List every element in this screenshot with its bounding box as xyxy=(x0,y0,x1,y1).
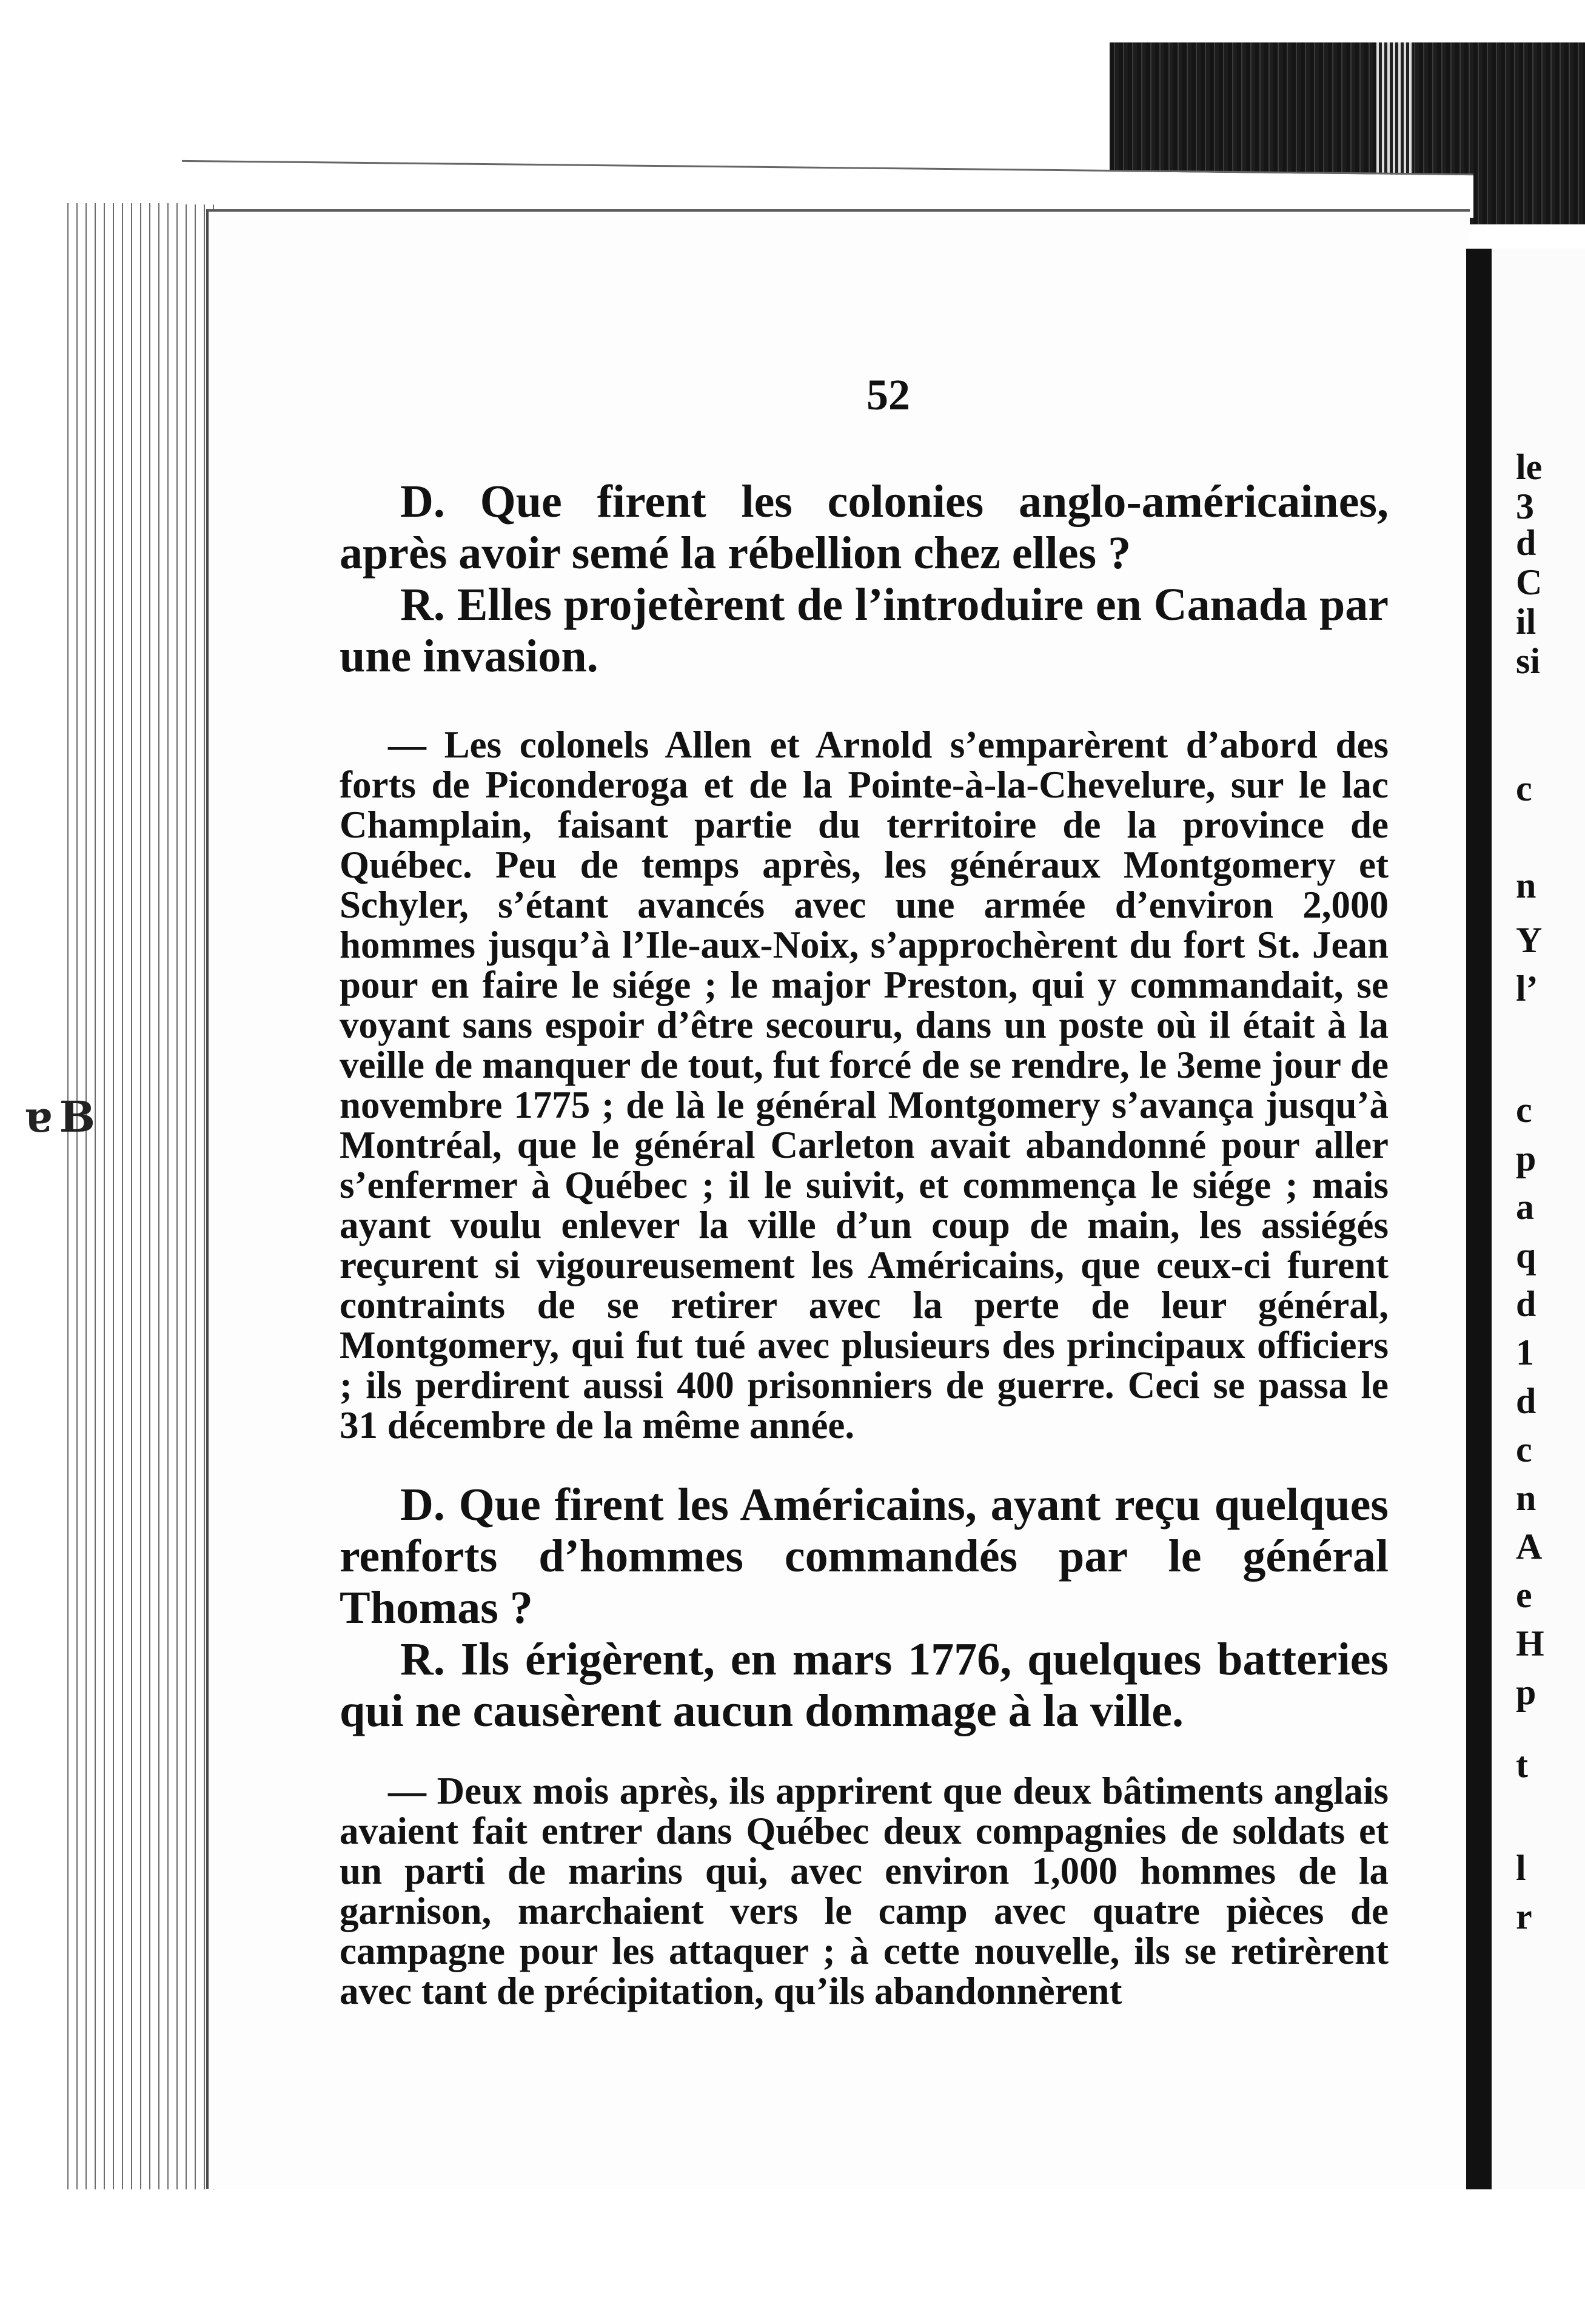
facing-page-fragment: il xyxy=(1516,602,1536,642)
facing-page-fragment: a xyxy=(1516,1187,1534,1227)
facing-page-fragment: A xyxy=(1516,1526,1543,1567)
facing-page-fragment: c xyxy=(1516,1090,1532,1130)
facing-page-fragment: C xyxy=(1516,562,1543,602)
page-text-body xyxy=(340,476,1389,2011)
facing-page-edge xyxy=(1492,249,1585,2189)
facing-page-fragment: q xyxy=(1516,1235,1536,1275)
facing-page-fragment: 3 xyxy=(1516,486,1534,526)
answer-paragraph: R. Elles projetèrent de l’introduire en Canada par une invasion. xyxy=(340,579,1389,682)
left-margin-marks: ɐ B xyxy=(24,1092,92,1142)
facing-page-fragment: p xyxy=(1516,1672,1536,1712)
facing-page-fragment: e xyxy=(1516,1575,1532,1615)
page-edge-stack xyxy=(64,203,221,2189)
facing-page-fragment: n xyxy=(1516,1478,1536,1518)
facing-page-fragment: n xyxy=(1516,865,1536,905)
facing-page-fragment: r xyxy=(1516,1896,1532,1936)
facing-page-fragment: d xyxy=(1516,1381,1536,1421)
question-paragraph: D. Que firent les colonies anglo-américaines, après avoir semé la rébellion chez elles ? xyxy=(340,476,1389,579)
narrative-paragraph: — Les colonels Allen et Arnold s’emparèrent d’abord des forts de Piconderoga et de la Pointe-à-la-Chevelure, sur le lac Champlain, faisant partie du territoire de la province de Québec. Peu de temps après, les généraux Montgomery et Schyler, s’étant avancés avec une armée d’environ 2,000 hommes jusqu’à l’Ile-aux-Noix, s’approchèrent du fort St. Jean pour en faire le siége ; le major Preston, qui y commandait, se voyant sans espoir d’être secouru, dans un poste où il était à la veille de manquer de tout, fut forcé de se rendre, le 3eme jour de novembre 1775 ; de là le général Montgomery s’avança jusqu’à Montréal, que le général Carleton avait abandonné pour aller s’enfermer à Québec ; il le suivit, et commença le siége ; mais ayant voulu enlever la ville d’un coup de main, les assiégés reçurent si vigoureusement les Américains, que ceux-ci furent contraints de se retirer avec la perte de leur général, Montgomery, qui fut tué avec plusieurs des principaux officiers ; ils perdirent aussi 400 prisonniers de guerre. Ceci se passa le 31 décembre de la même année. xyxy=(340,724,1389,1446)
facing-page-fragment: c xyxy=(1516,1429,1532,1469)
facing-page-fragment: H xyxy=(1516,1624,1544,1664)
page-number: 52 xyxy=(866,371,910,419)
facing-page-fragment: l xyxy=(1516,1848,1526,1888)
facing-page-fragment: p xyxy=(1516,1138,1536,1178)
facing-page-fragment: si xyxy=(1516,641,1541,681)
facing-page-fragment: d xyxy=(1516,523,1536,563)
facing-page-fragment: l’ xyxy=(1516,969,1538,1009)
facing-page-fragment: t xyxy=(1516,1745,1528,1785)
facing-page-fragment: 1 xyxy=(1516,1332,1534,1372)
question-paragraph: D. Que firent les Américains, ayant reçu quelques renforts d’hommes commandés par le général Thomas ? xyxy=(340,1479,1389,1633)
facing-page-fragment: le xyxy=(1516,447,1543,487)
narrative-paragraph: — Deux mois après, ils apprirent que deux bâtiments anglais avaient fait entrer dans Québec deux compagnies de soldats et un parti de marins qui, avec environ 1,000 hommes de la garnison, marchaient vers le camp avec quatre pièces de campagne pour les attaquer ; à cette nouvelle, ils se retirèrent avec tant de précipitation, qu’ils abandonnèrent xyxy=(340,1770,1389,2012)
book-gutter xyxy=(1466,249,1492,2189)
answer-paragraph: R. Ils érigèrent, en mars 1776, quelques batteries qui ne causèrent aucun dommage à la ville. xyxy=(340,1634,1389,1736)
facing-page-fragment: c xyxy=(1516,768,1532,808)
facing-page-fragment: d xyxy=(1516,1284,1536,1324)
facing-page-fragment: Y xyxy=(1516,920,1543,960)
